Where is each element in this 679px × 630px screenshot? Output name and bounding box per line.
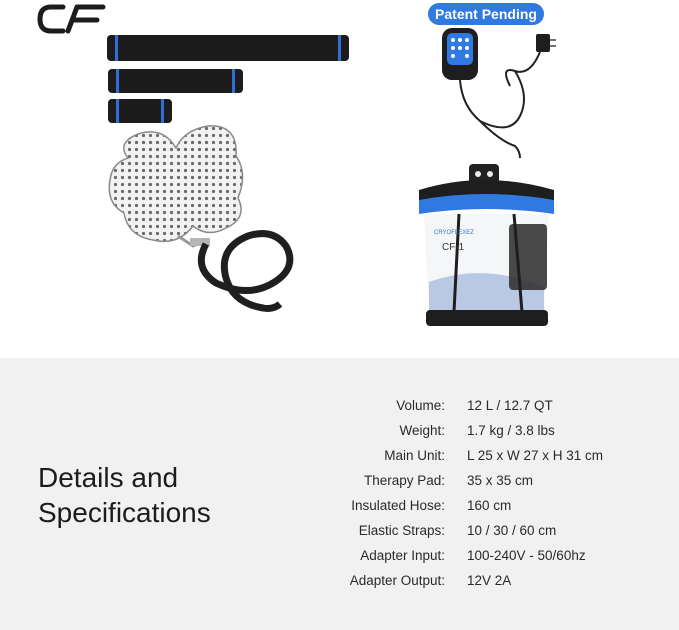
spec-label: Adapter Output:	[349, 573, 445, 588]
spec-row-adapter-output	[300, 573, 640, 593]
spec-row-volume	[300, 398, 640, 418]
spec-value: 12V 2A	[467, 573, 512, 588]
spec-row-insulated-hose	[300, 498, 640, 518]
cooler-unit-image	[414, 162, 564, 342]
spec-row-weight	[300, 423, 640, 443]
remote-control-image	[440, 26, 570, 166]
specs-heading-line-2: Specifications	[38, 497, 211, 528]
spec-label: Weight:	[399, 423, 445, 438]
spec-row-adapter-input	[300, 548, 640, 568]
unit-model-text: CF-1	[442, 242, 465, 253]
spec-label: Volume:	[396, 398, 445, 413]
spec-row-elastic-straps	[300, 523, 640, 543]
patent-pending-badge: Patent Pending	[428, 3, 544, 25]
brand-logo	[37, 4, 107, 34]
spec-label: Insulated Hose:	[351, 498, 445, 513]
therapy-pad-image	[98, 118, 298, 318]
spec-value: 12 L / 12.7 QT	[467, 398, 553, 413]
spec-label: Elastic Straps:	[358, 523, 445, 538]
spec-label: Adapter Input:	[360, 548, 445, 563]
specs-heading-line-1: Details and	[38, 462, 179, 493]
spec-label: Therapy Pad:	[363, 473, 445, 488]
spec-label: Main Unit:	[384, 448, 445, 463]
unit-brand-text: CRYOFLEXEZ	[434, 230, 474, 236]
spec-row-main-unit	[300, 448, 640, 468]
elastic-strap-medium	[108, 69, 243, 93]
specs-heading	[38, 460, 278, 530]
spec-value: 160 cm	[467, 498, 512, 513]
spec-value: 100-240V - 50/60hz	[467, 548, 586, 563]
spec-value: L 25 x W 27 x H 31 cm	[467, 448, 604, 463]
elastic-strap-long	[107, 35, 349, 61]
spec-value: 35 x 35 cm	[467, 473, 534, 488]
spec-value: 1.7 kg / 3.8 lbs	[467, 423, 555, 438]
spec-value: 10 / 30 / 60 cm	[467, 523, 557, 538]
spec-row-therapy-pad	[300, 473, 640, 493]
